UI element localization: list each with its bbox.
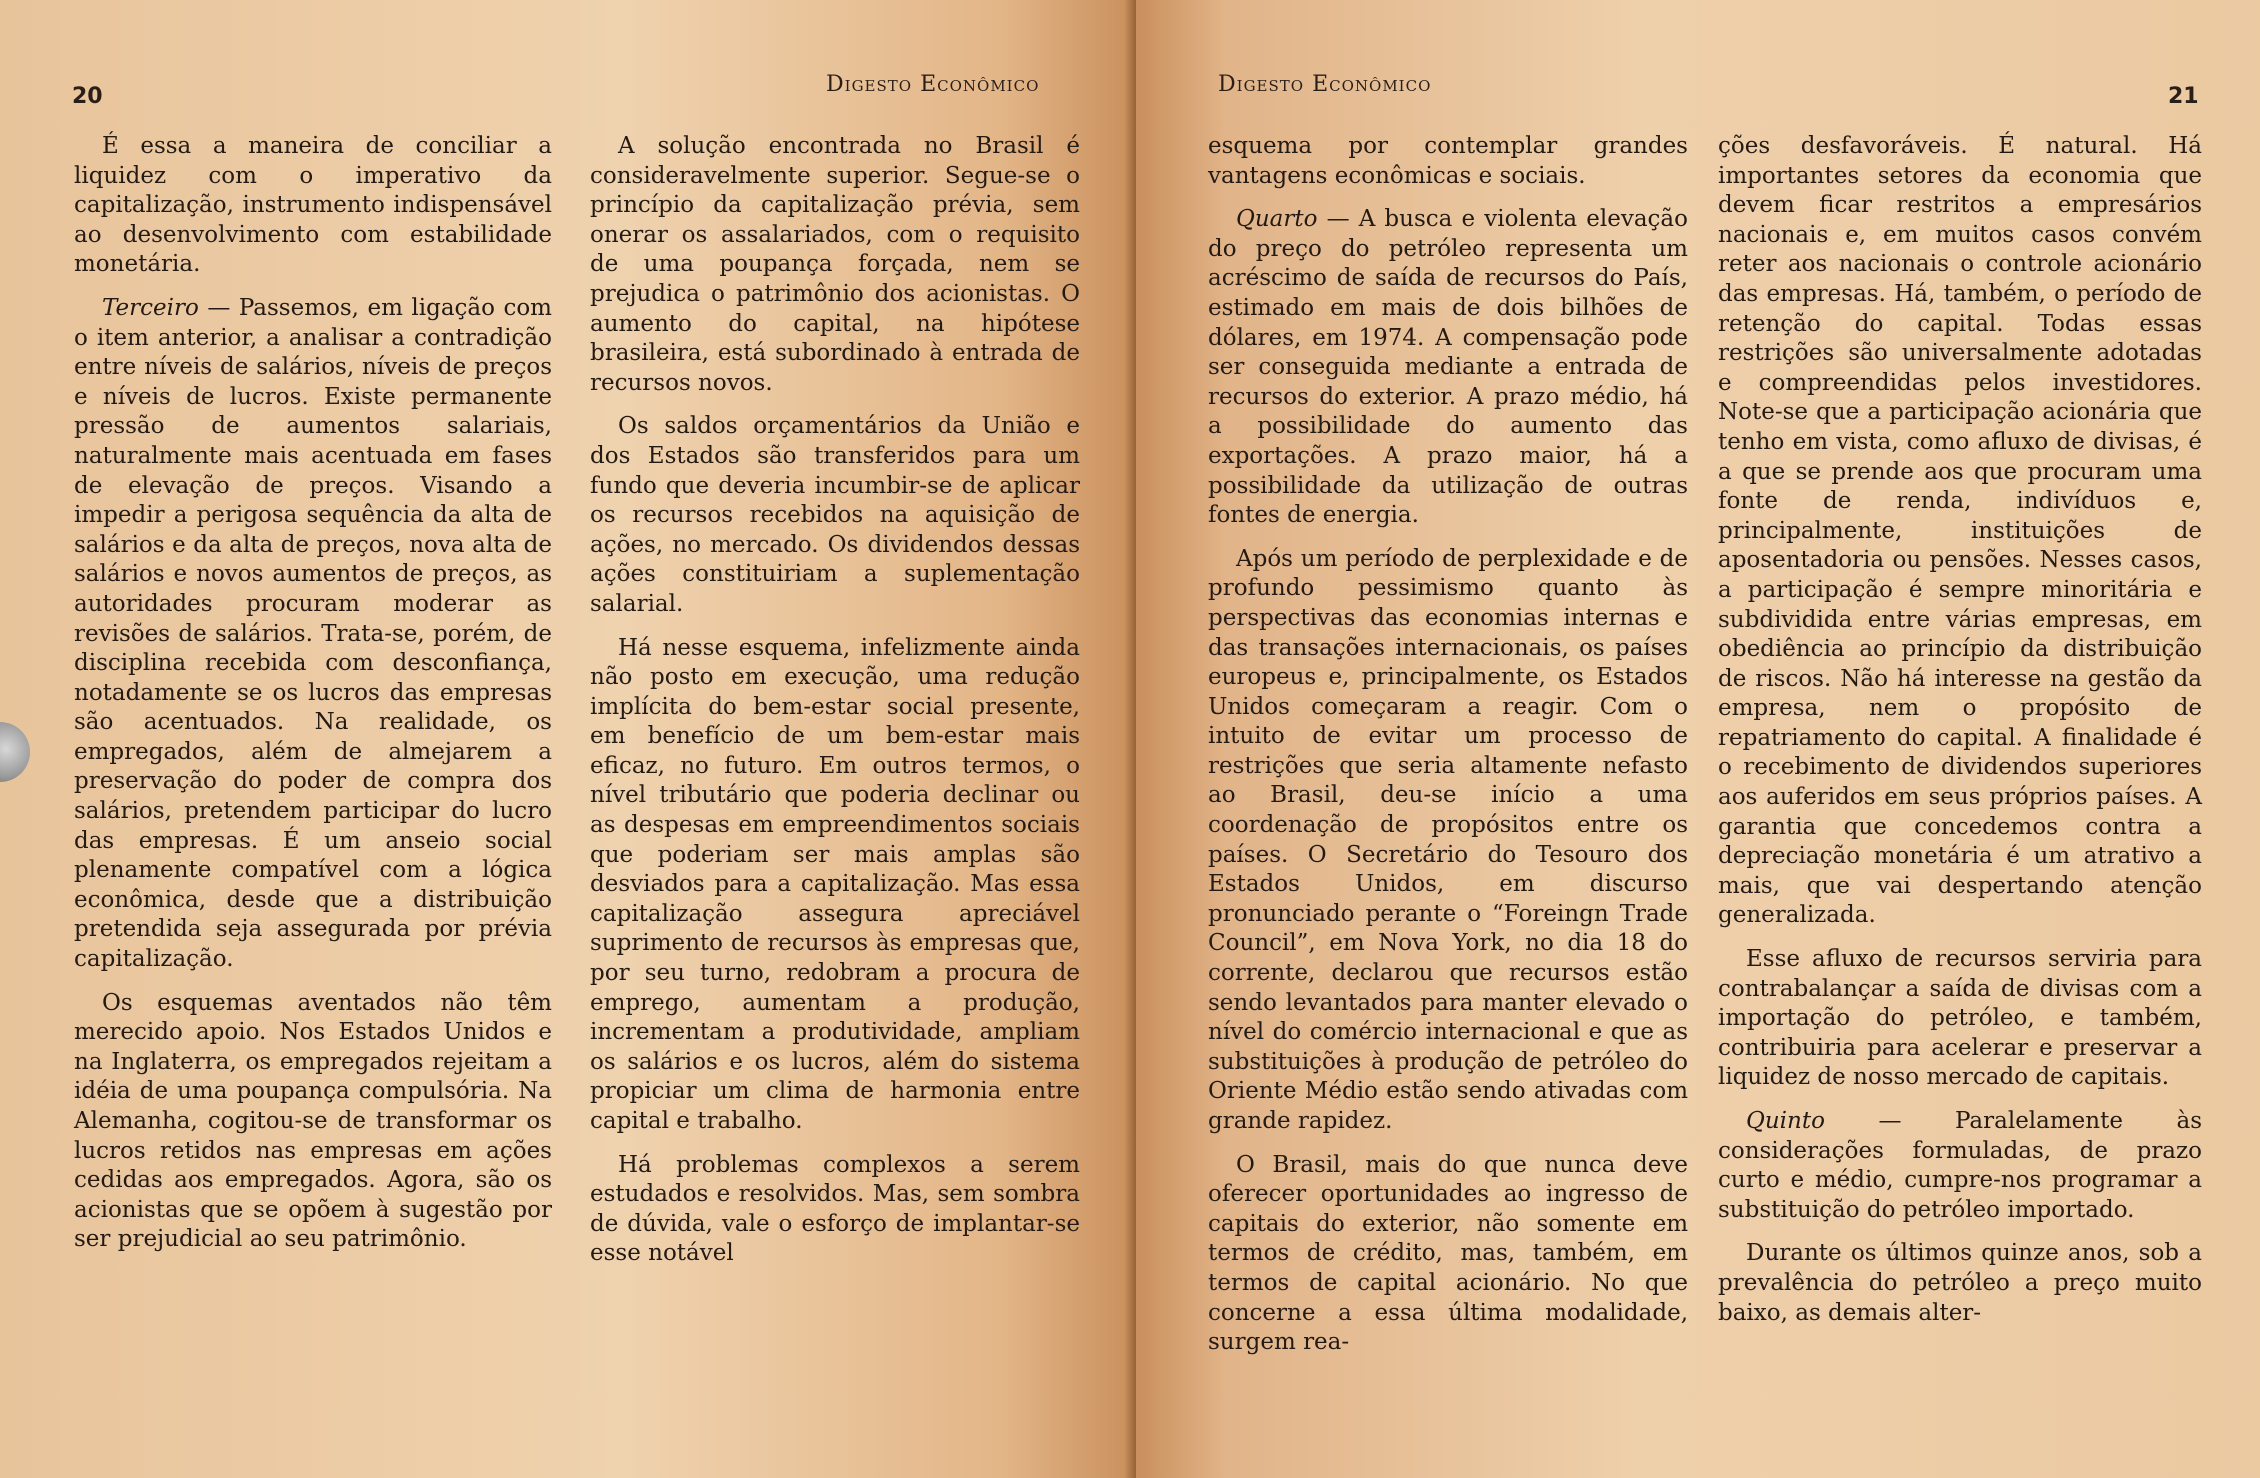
paragraph (1208, 132, 1688, 191)
paragraph-text: Há nesse esquema, infelizmente ainda não posto em execução, uma redução implícita do bem-estar social presente, em benefício de um bem-estar mais eficaz, no futuro. Em outros termos, o nível tributário que poderia declinar ou as despesas em empreendimentos sociais que poderiam ser mais amplas são desviados para a capitalização. Mas essa capitalização assegura apreciável suprimento de recursos às empresas que, por seu turno, redobram a procura de emprego, aumentam a produção, incrementam a produtividade, ampliam os salários e os lucros, além do sistema propiciar um clima de harmonia entre capital e trabalho. (590, 634, 1080, 1134)
section-lead: Quinto (1746, 1108, 1825, 1134)
paragraph-text: — Passemos, em ligação com o item anterior, a analisar a contradição entre níveis de salários, níveis de preços e níveis de lucros. Existe permanente pressão de aumentos salariais, naturalmente mais acentuada em fases de elevação de preços. Visando a impedir a perigosa sequência da alta de salários e da alta de preços, nova alta de salários e novos aumentos de preços, as autoridades procuram moderar as revisões de salários. Trata-se, porém, de disciplina recebida com desconfiança, notadamente se os lucros das empresas são acentuados. Na realidade, os empregados, além de almejarem a preservação do poder de compra dos salários, pretendem participar do lucro das empresas. É um anseio social plenamente compatível com a lógica econômica, desde que a distribuição pretendida seja assegurada por prévia capitalização. (74, 294, 552, 973)
paragraph-text: ções desfavoráveis. É natural. Há importantes setores da economia que devem ficar restritos a empresários nacionais e, em muitos casos convém reter aos nacionais o controle acionário das empresas. Há, também, o período de retenção do capital. Todas essas restrições são universalmente adotadas e compreendidas pelos investidores. Note-se que a participação acionária que tenho em vista, como afluxo de divisas, é a que se prende aos que procuram uma fonte de renda, indivíduos e, principalmente, instituições de aposentadoria ou pensões. Nesses casos, a participação é sempre minoritária e subdividida entre várias empresas, em obediência ao princípio da distribuição de riscos. Não há interesse na gestão da empresa, nem o propósito de repatriamento do capital. A finalidade é o recebimento de dividendos superiores aos auferidos em seus próprios países. A garantia que concedemos contra a depreciação monetária é um atrativo a mais, que vai despertando atenção generalizada. (1718, 133, 2202, 929)
paragraph-text: Os esquemas aventados não têm merecido apoio. Nos Estados Unidos e na Inglaterra, os empregados rejeitam a idéia de uma poupança compulsória. Na Alemanha, cogitou-se de transformar os lucros retidos nas empresas em ações cedidas aos empregados. Agora, são os acionistas que se opõem à sugestão por ser prejudicial ao seu patrimônio. (74, 989, 552, 1253)
paragraph (1208, 205, 1688, 531)
running-header: Digesto Econômico (826, 72, 1040, 97)
paragraph (1718, 1107, 2202, 1225)
paragraph-text: Há problemas complexos a serem estudados e resolvidos. Mas, sem sombra de dúvida, vale o esforço de implantar-se esse notável (590, 1151, 1080, 1267)
paragraph (590, 412, 1080, 619)
paragraph-text: O Brasil, mais do que nunca deve oferecer oportunidades ao ingresso de capitais do exterior, não somente em termos de crédito, mas, também, em termos de capital acionário. No que concerne a essa última modalidade, surgem rea- (1208, 1151, 1688, 1356)
paragraph (1718, 1239, 2202, 1328)
paragraph (1208, 545, 1688, 1137)
paragraph (590, 132, 1080, 398)
paragraph-text: Os saldos orçamentários da União e dos Estados são transferidos para um fundo que deveria incumbir-se de aplicar os recursos recebidos na aquisição de ações, no mercado. Os dividendos dessas ações constituiriam a suplementação salarial. (590, 413, 1080, 617)
page-number: 21 (2168, 84, 2199, 109)
section-lead: Quarto (1236, 206, 1318, 233)
section-lead: Terceiro (102, 294, 199, 321)
paragraph (1718, 132, 2202, 931)
paragraph-text: — A busca e violenta elevação do preço do petróleo representa um acréscimo de saída de recursos do País, estimado em mais de dois bilhões de dólares, em 1974. A compensação pode ser conseguida mediante a entrada de recursos do exterior. A prazo médio, há a possibilidade do aumento das exportações. A prazo maior, há a possibilidade da utilização de outras fontes de energia. (1208, 206, 1688, 529)
running-header: Digesto Econômico (1218, 72, 1432, 97)
text-column-2 (1718, 132, 2202, 1342)
paragraph-text: Durante os últimos quinze anos, sob a prevalência do petróleo a preço muito baixo, as demais alter- (1718, 1240, 2202, 1326)
paragraph (74, 989, 552, 1255)
paragraph-text: esquema por contemplar grandes vantagens econômicas e sociais. (1208, 133, 1688, 189)
text-column-1 (74, 132, 552, 1269)
text-column-1 (1208, 132, 1688, 1372)
paragraph (74, 132, 552, 280)
paragraph-text: Após um período de perplexidade e de profundo pessimismo quanto às perspectivas das economias internas e das transações internacionais, os países europeus e, principalmente, os Estados Unidos começaram a reagir. Com o intuito de evitar um processo de restrições que seria altamente nefasto ao Brasil, deu-se início a uma coordenação de propósitos entre os países. O Secretário do Tesouro dos Estados Unidos, em discurso pronunciado perante o “Foreingn Trade Council”, em Nova York, no dia 18 do corrente, declarou que recursos estão sendo levantados para manter elevado o nível do comércio internacional e que as substituições à produção de petróleo do Oriente Médio estão sendo ativadas com grande rapidez. (1208, 545, 1688, 1134)
paragraph (1718, 945, 2202, 1093)
page-number: 20 (72, 84, 103, 109)
paragraph-text: Esse afluxo de recursos serviria para contrabalançar a saída de divisas com a importação do petróleo, e também, contribuiria para acelerar e preservar a liquidez de nosso mercado de capitais. (1718, 946, 2202, 1091)
paragraph (590, 1151, 1080, 1269)
coin (0, 722, 30, 782)
right-page (1136, 0, 2260, 1478)
paragraph-text: — Paralelamente às considerações formuladas, de prazo curto e médio, cumpre-nos programar a substituição do petróleo importado. (1718, 1108, 2202, 1223)
paragraph (74, 294, 552, 975)
paragraph-text: É essa a maneira de conciliar a liquidez com o imperativo da capitalização, instrumento indispensável ao desenvolvimento com estabilidade monetária. (74, 133, 552, 278)
paragraph-text: A solução encontrada no Brasil é consideravelmente superior. Segue-se o princípio da capitalização prévia, sem onerar os assalariados, com o requisito de uma poupança forçada, nem se prejudica o patrimônio dos acionistas. O aumento do capital, na hipótese brasileira, está subordinado à entrada de recursos novos. (590, 133, 1080, 396)
paragraph (1208, 1151, 1688, 1358)
text-column-2 (590, 132, 1080, 1283)
paragraph (590, 634, 1080, 1137)
